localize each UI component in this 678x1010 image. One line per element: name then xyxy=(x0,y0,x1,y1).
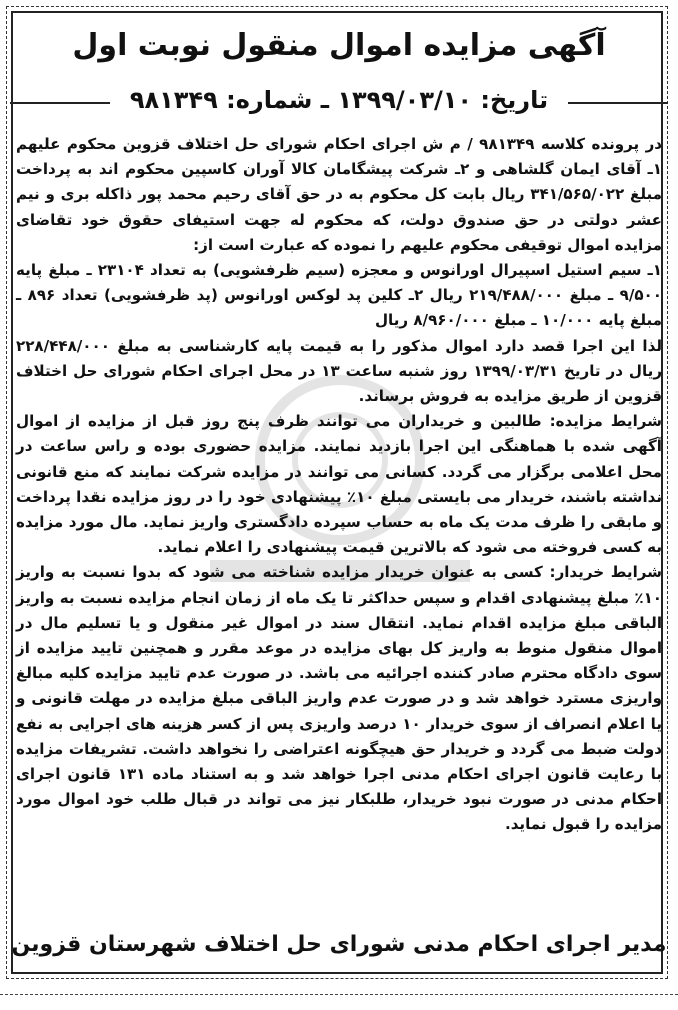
conditions-text: طالبین و خریداران می توانند ظرف پنج روز قبل از مزایده از اموال آگهی شده با هماهنگی این اجرا بازدید نمایند. مزایده حضوری بوده و راس ساعت در محل اعلامی برگزار می گردد. کسانی می توانند در مزایده شرکت نمایند که منع قانونی نداشته باشند، خریدار می بایستی مبلغ ۱۰٪ پیشنهادی خود را در روز مزایده نقدا پرداخت و مابقی را ظرف مدت یک ماه به حساب سپرده دادگستری واریز نماید. مال مورد مزایده به کسی فروخته می شود که بالاترین قیمت پیشنهادی را اعلام نماید. xyxy=(16,412,662,557)
dateline-rule-right xyxy=(568,102,668,104)
paragraph-conditions xyxy=(16,409,662,560)
date-and-number: تاریخ: ۱۳۹۹/۰۳/۱۰ ـ شماره: ۹۸۱۳۴۹ xyxy=(122,86,556,114)
notice-title: آگهی مزایده اموال منقول نوبت اول xyxy=(72,28,606,63)
paragraph-auction: لذا این اجرا قصد دارد اموال مذکور را به قیمت پایه کارشناسی به مبلغ ۲۲۸/۴۴۸/۰۰۰ ریال در تاریخ ۱۳۹۹/۰۳/۳۱ روز شنبه ساعت ۱۳ در محل اجرای احکام شورای حل اختلاف قزوین از طریق مزایده به فروش برساند. xyxy=(16,336,663,406)
buyer-label: شرایط خریدار: xyxy=(549,563,663,582)
conditions-label: شرایط مزایده: xyxy=(549,412,663,431)
paragraph-case: در پرونده کلاسه ۹۸۱۳۴۹ / م ش اجرای احکام شورای حل اختلاف قزوین محکوم علیهم ۱ـ آقای ایمان گلشاهی و ۲ـ شرکت پیشگامان کالا آوران کاسپین محکوم اند به پرداخت مبلغ ۳۴۱/۵۶۵/۰۲۲ ریال بابت کل محکوم به در حق آقای رحیم محمد پور ذاکله بری و نیم عشر دولتی در حق صندوق دولت، که محکوم له جهت استیفای حقوق خود تقاضای مزایده اموال توقیفی محکوم علیهم را نموده که عبارت است از: xyxy=(16,135,663,254)
date-number-line xyxy=(0,86,678,114)
cut-line xyxy=(0,994,678,995)
buyer-text: کسی به عنوان خریدار مزایده شناخته می شود که بدوا نسبت به واریز ۱۰٪ مبلغ پیشنهادی اقدام و سپس حداکثر تا یک ماه از زمان انجام مزایده نسبت به واریز الباقی مبلغ مزایده اقدام نماید. انتقال سند در اموال غیر منقول و یا تسلیم مال در اموال منقول منوط به واریز کل بهای مزایده در موعد مقرر و همچنین تایید مزایده از سوی دادگاه محترم صادر کننده اجرائیه می باشد. در صورت عدم تایید مزایده کلیه مبالغ واریزی مسترد خواهد شد و در صورت عدم واریز الباقی مبلغ مزایده در مهلت قانونی و یا اعلام انصراف از سوی خریدار ۱۰ درصد واریزی پس از کسر هزینه های اجرایی به نفع دولت ضبط می گردد و خریدار حق هیچگونه اعتراضی را نخواهد داشت. تشریفات مزایده با رعایت قانون اجرای احکام مدنی اجرا خواهد شد و به استناد ماده ۱۳۱ قانون اجرای احکام مدنی در صورت نبود خریدار، طلبکار نیز می تواند در قبال طلب خود اموال مورد مزایده را قبول نماید. xyxy=(16,563,663,834)
paragraph-buyer xyxy=(16,560,662,837)
signature-line: مدیر اجرای احکام مدنی شورای حل اختلاف شهرستان قزوین xyxy=(11,932,667,957)
paragraph-items: ۱ـ سیم استیل اسپیرال اورانوس و معجزه (سیم ظرفشویی) به تعداد ۲۳۱۰۴ ـ مبلغ پایه ۹/۵۰۰ ـ مبلغ ۲۱۹/۴۸۸/۰۰۰ ریال ۲ـ کلین پد لوکس اورانوس (پد ظرفشویی) تعداد ۸۹۶ ـ مبلغ پایه ۱۰/۰۰۰ ـ مبلغ ۸/۹۶۰/۰۰۰ ریال xyxy=(16,261,662,330)
notice-body xyxy=(16,132,662,838)
dateline-rule-left xyxy=(10,102,110,104)
